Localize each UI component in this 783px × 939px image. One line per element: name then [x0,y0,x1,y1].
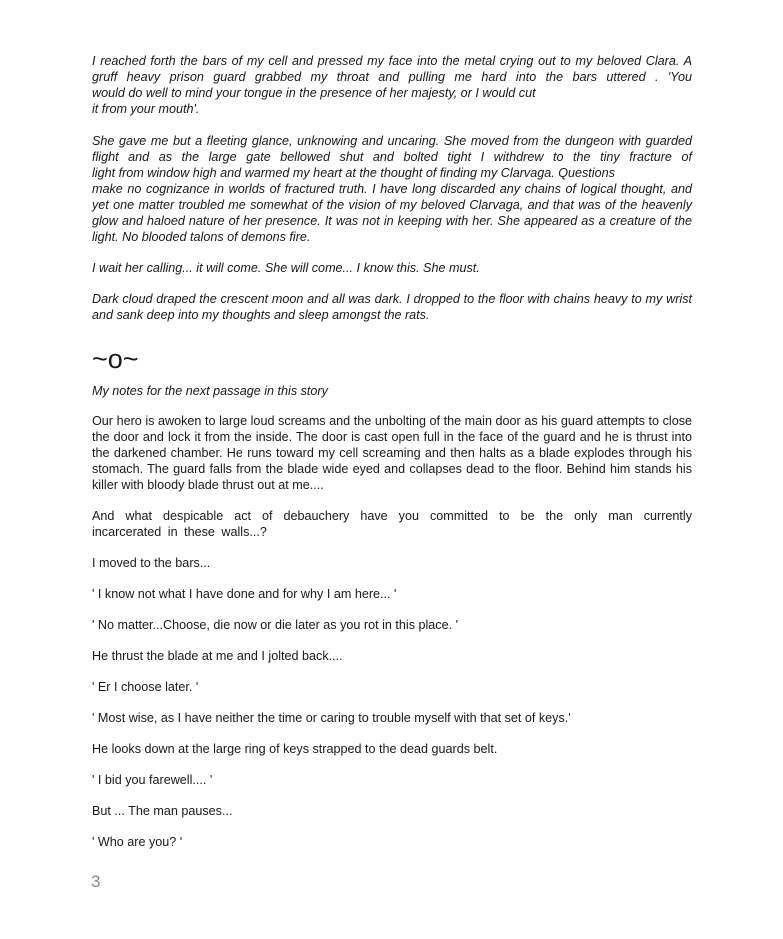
notes-paragraph: But ... The man pauses... [92,804,233,818]
paragraph-line: would do well to mind your tongue in the presence of her majesty, or I would cut [92,86,536,100]
story-paragraph-4: Dark cloud draped the crescent moon and all was dark. I dropped to the floor with chains heavy to my wrist and sank deep into my thoughts and sleep amongst the rats. [92,292,692,322]
story-paragraph-2 [92,133,692,245]
dialogue-line: ' I bid you farewell.... ' [92,773,213,787]
notes-paragraph: He thrust the blade at me and I jolted back.... [92,649,343,663]
document-page [92,53,692,850]
dialogue-line: ' Most wise, as I have neither the time or caring to trouble myself with that set of keys.' [92,711,571,725]
notes-paragraph: He looks down at the large ring of keys strapped to the dead guards belt. [92,742,498,756]
story-paragraph-1 [92,53,692,117]
dialogue-line: ' I know not what I have done and for why I am here... ' [92,587,397,601]
paragraph-text: She gave me but a fleeting glance, unknowing and uncaring. She moved from the dungeon with guarded flight and as the large gate bellowed shut and bolted tight I withdrew to the tiny fracture of [92,134,692,164]
dialogue-line: ' No matter...Choose, die now or die later as you rot in this place. ' [92,618,459,632]
dialogue-line: ' Er I choose later. ' [92,680,199,694]
section-separator: ~o~ [92,344,139,374]
paragraph-text: I reached forth the bars of my cell and pressed my face into the metal crying out to my beloved Clara. A gruff heavy prison guard grabbed my throat and pulling me hard into the bars uttered . 'You [92,54,692,84]
story-paragraph-3: I wait her calling... it will come. She will come... I know this. She must. [92,261,480,275]
dialogue-line: ' Who are you? ' [92,835,183,849]
notes-paragraph: And what despicable act of debauchery have you committed to be the only man currently incarcerated in these walls...? [92,509,692,539]
notes-paragraph: Our hero is awoken to large loud screams and the unbolting of the main door as his guard attempts to close the door and lock it from the inside. The door is cast open full in the face of the guard and he is thrust into the darkened chamber. He runs toward my cell screaming and then halts as a blade explodes through his stomach. The guard falls from the blade wide eyed and collapses dead to the floor. Behind him stands his killer with bloody blade thrust out at me.... [92,414,692,492]
paragraph-line: it from your mouth'. [92,102,200,116]
page-number: 3 [91,872,101,891]
notes-heading: My notes for the next passage in this story [92,384,328,398]
paragraph-line: light from window high and warmed my heart at the thought of finding my Clarvaga. Questions [92,166,615,180]
notes-paragraph: I moved to the bars... [92,556,211,570]
paragraph-text: make no cognizance in worlds of fractured truth. I have long discarded any chains of logical thought, and yet one matter troubled me somewhat of the vision of my beloved Clarvaga, and that was of the heavenly glow and haloed nature of her presence. It was not in keeping with her. She appeared as a creature of the light. No blooded talons of demons fire. [92,182,692,244]
